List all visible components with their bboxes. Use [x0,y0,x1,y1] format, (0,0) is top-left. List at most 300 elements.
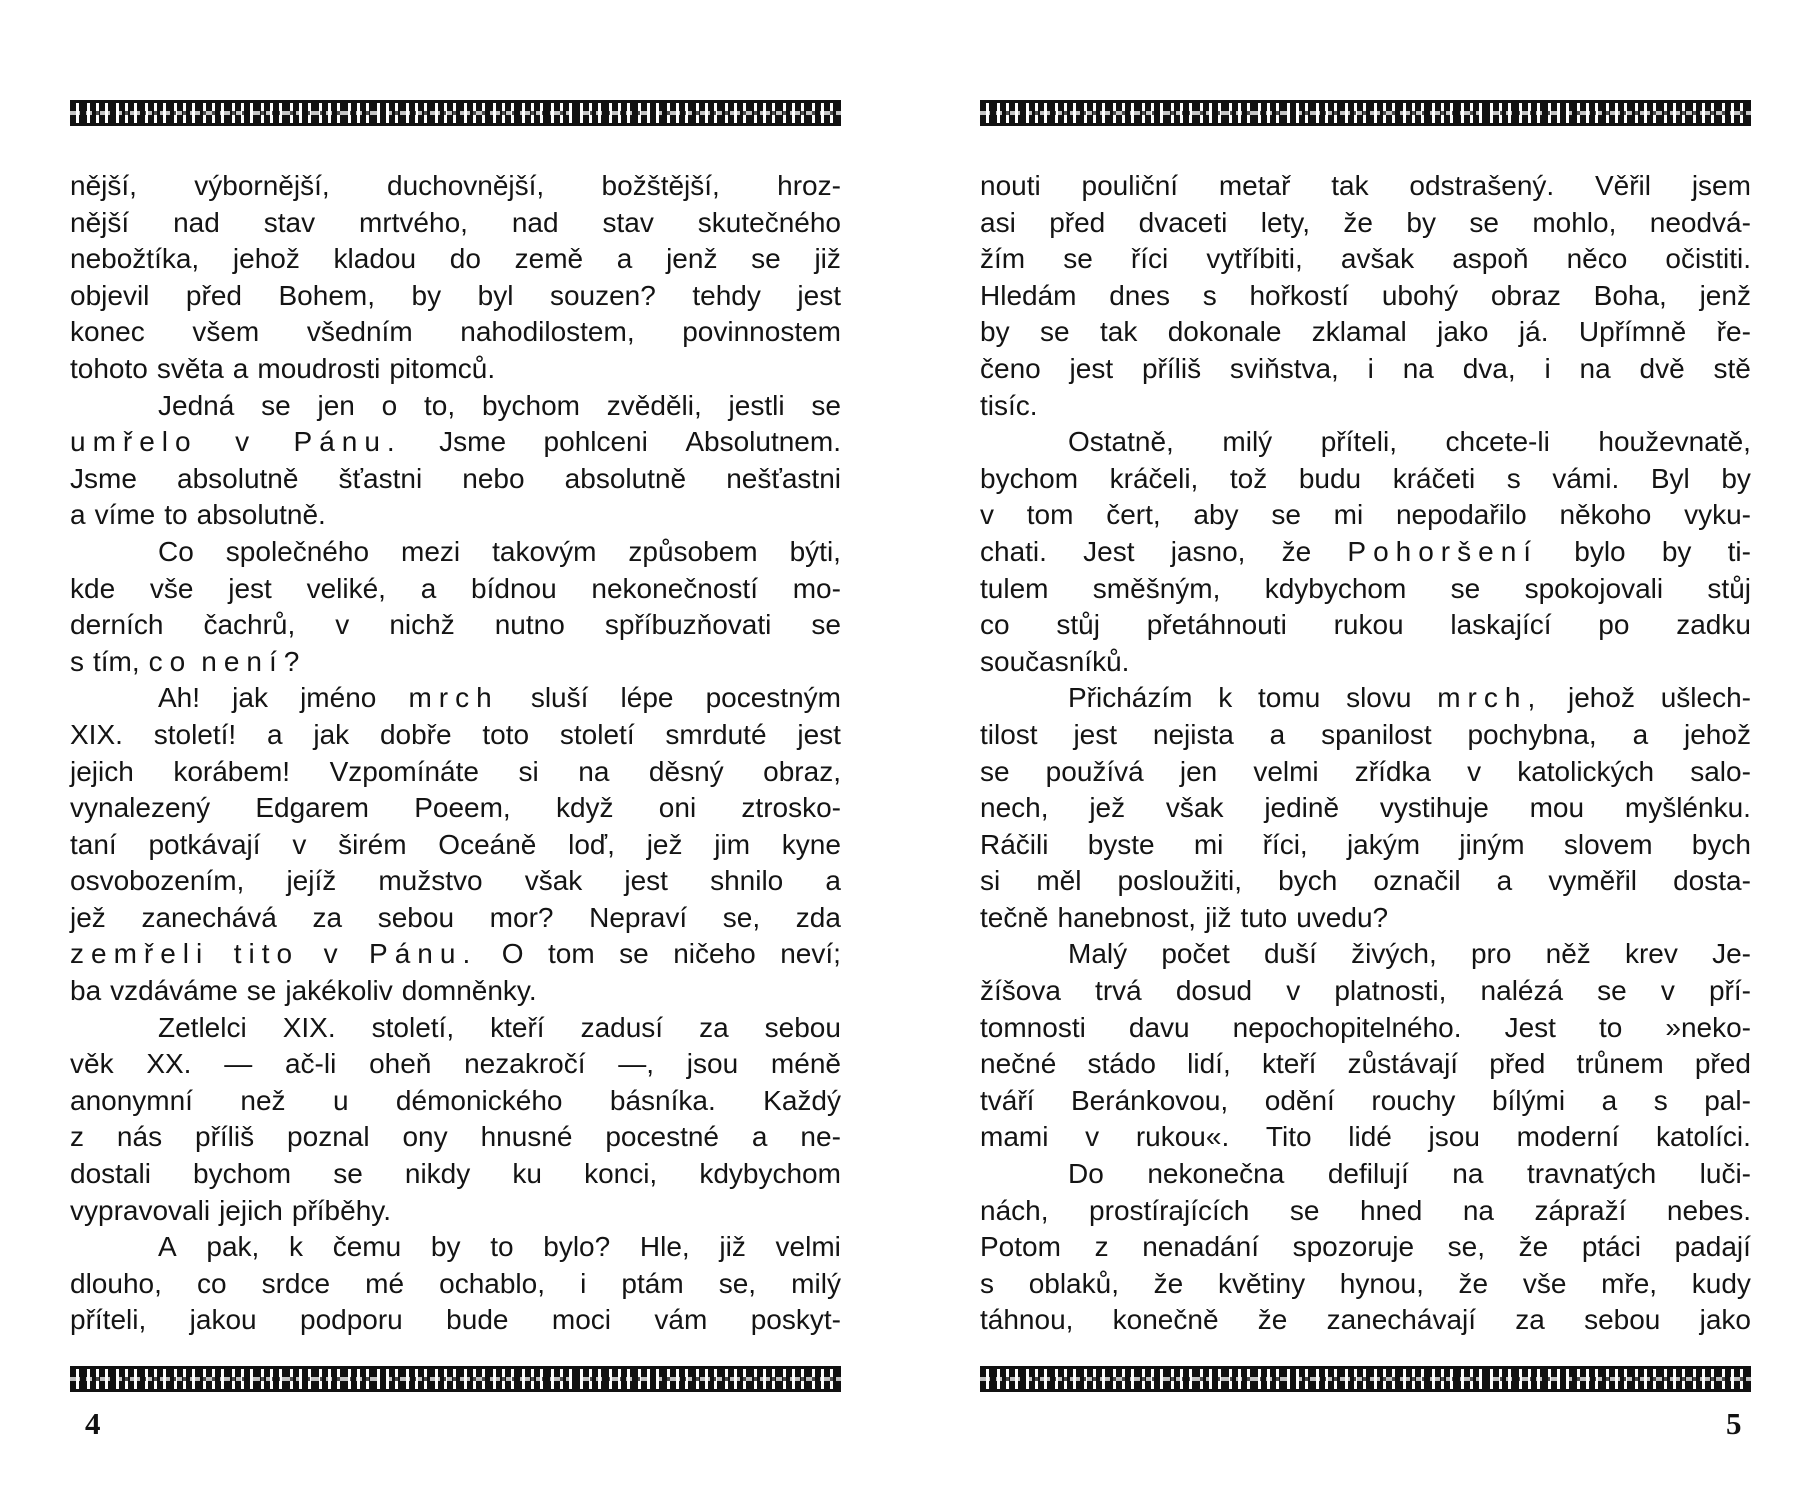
word: i [1544,352,1551,384]
text-line [70,497,841,534]
word: tak [1099,316,1138,348]
text-line [70,827,841,864]
word: příteli, [1320,426,1397,458]
text-line [980,205,1751,242]
word: s [980,1267,994,1299]
word: způsobem [628,535,758,567]
word: nás [116,1121,163,1153]
word: jakou [189,1304,257,1336]
word: Beránkovou, [1071,1084,1229,1116]
word: nebožtíka, [70,243,200,275]
text-line [70,607,841,644]
word: příliš [1141,352,1202,384]
word: vytříbiti, [1206,243,1303,275]
word: na [1402,352,1434,384]
word: pal- [1704,1084,1751,1116]
word: se [1469,206,1499,238]
word: mrtvého, [359,206,468,238]
word: dobře [379,718,452,750]
word: sebou [1584,1304,1661,1336]
word: a [825,865,841,897]
word: trůnem [1576,1048,1664,1080]
word: jenž [1699,279,1751,311]
word: jako [1699,1304,1751,1336]
word: oheň [369,1048,432,1080]
word: pitomců. [389,352,496,384]
word: Pohoršení [1347,535,1539,567]
word: Každý [763,1084,841,1116]
word: Bohem, [278,279,375,311]
word: vše [1522,1267,1567,1299]
word: děsný [648,755,724,787]
word: přetáhnouti [1146,609,1287,641]
word: zda [795,901,841,933]
ornamental-border-bottom [980,1366,1751,1392]
word: shnilo [710,865,784,897]
word: kteří [490,1011,545,1043]
word: již [1205,901,1232,933]
word: kráčeti [1392,462,1476,494]
word: —, [618,1048,655,1080]
word: zadku [1676,609,1751,641]
word: chati. [980,535,1047,567]
word: nalézá [1480,975,1564,1007]
text-line [70,205,841,242]
word: nější [70,206,130,238]
text-line [980,424,1751,461]
word: loď, [568,828,615,860]
word: stůj [1056,609,1100,641]
text-line [70,278,841,315]
word: moci [551,1304,611,1336]
text-line [70,1156,841,1193]
word: víme [94,499,156,531]
word: něco [1566,243,1628,275]
text-line [70,168,841,205]
page-number: 4 [85,1406,101,1441]
word: říci, [1262,828,1308,860]
word: a [420,572,437,604]
text-line [980,754,1751,791]
word: Co [158,535,194,567]
word: již [814,243,841,275]
word: stav [602,206,654,238]
word: používá [1045,755,1144,787]
word: žím [980,243,1026,275]
text-line [70,1193,841,1230]
word: Oceáně [438,828,537,860]
word: srdce [261,1267,331,1299]
word: stav [263,206,316,238]
word: hnusné [480,1121,573,1153]
word: katolických [1517,755,1655,787]
word: se [1063,243,1093,275]
word: spozoruje [1292,1231,1415,1263]
word: dostali [70,1158,151,1190]
word: Absolutnem. [685,426,841,458]
word: nách, [980,1194,1049,1226]
word: říci [1130,243,1169,275]
word: Jest [1504,1011,1556,1043]
word: v [1660,975,1675,1007]
word: květiny [1217,1267,1306,1299]
word: takovým [492,535,597,567]
word: co [980,609,1010,641]
word: za [1515,1304,1545,1336]
text-line [70,461,841,498]
word: tehdy [692,279,761,311]
word: ač-li [284,1048,337,1080]
word: a [1496,865,1513,897]
word: nichž [389,609,455,641]
word: sebou [764,1011,841,1043]
word: ničeho [673,938,756,970]
word: jméno [300,682,377,714]
text-line [70,900,841,937]
word: dnes [1109,279,1170,311]
word: ptáci [1581,1231,1641,1263]
word: jak [232,682,268,714]
word: země [514,243,584,275]
word: by [1721,462,1751,494]
word: pochybna, [1467,718,1597,750]
word: nech, [980,792,1049,824]
word: Hle, [639,1231,690,1263]
word: pro [1470,938,1512,970]
word: na [1462,1194,1494,1226]
word: nahodilostem, [460,316,635,348]
word: s [1506,462,1521,494]
word: Pánu. [293,426,402,458]
word: jest [1073,718,1118,750]
word: že [1343,206,1373,238]
word: pak, [206,1231,260,1263]
word: lépe [620,682,674,714]
word: by [1661,535,1692,567]
word: nenadání [1142,1231,1259,1263]
word: nad [173,206,220,238]
word: zanechávají [1326,1304,1477,1336]
word: k [1218,682,1233,714]
word: světa [156,352,224,384]
word: ptám [621,1267,684,1299]
word: jest [624,865,668,897]
text-line [70,1119,841,1156]
right-page [907,0,1814,1500]
word: tak [1331,170,1369,201]
word: kráčeli, [1109,462,1199,494]
word: nebo [462,462,525,494]
word: věk [70,1048,114,1080]
word: jsou [1428,1121,1480,1153]
word: méně [770,1048,841,1080]
word: slovu [1346,682,1412,714]
word: Vzpomínáte [329,755,479,787]
word: Hledám [980,279,1077,311]
word: tulem [980,572,1049,604]
word: všem [192,316,260,348]
word: by [411,279,442,311]
word: neodvá- [1649,206,1751,238]
word: toto [482,718,530,750]
word: vynalezený [70,792,211,824]
word: absolutně. [196,499,326,531]
word: sluší [530,682,589,714]
word: platnosti, [1334,975,1447,1007]
word: spanilost [1321,718,1432,750]
word: bílými [1491,1084,1566,1116]
text-line [70,1229,841,1266]
word: stůj [1707,572,1751,604]
word: století [559,718,635,750]
word: defilují [1327,1158,1409,1190]
word: nutno [494,609,565,641]
word: kyne [781,828,841,860]
word: v [335,609,350,641]
page-text [980,168,1751,1339]
word: za [312,901,343,933]
word: by [1406,206,1436,238]
word: kde [70,572,116,604]
word: si [518,755,539,787]
word: souzen? [549,279,656,311]
word: tomnosti [980,1011,1086,1043]
word: já. [1518,316,1549,348]
word: obraz, [763,755,841,787]
word: lidí, [1187,1048,1231,1080]
text-line [70,1083,841,1120]
word: O [501,938,524,970]
word: velmi [1253,755,1319,787]
word: zřídka [1354,755,1431,787]
word: vystihuje [1379,792,1489,824]
word: nebes. [1666,1194,1751,1226]
word: se [980,755,1010,787]
word: by [430,1231,461,1263]
word: Do [1068,1158,1104,1190]
word: u [332,1084,349,1116]
word: duchovnější, [387,170,545,201]
word: žíšova [980,975,1061,1007]
word: tisíc. [980,389,1038,421]
word: tečně [980,901,1049,933]
page-number: 5 [1726,1406,1742,1441]
text-line [70,1302,841,1339]
word: jestli [728,389,785,421]
word: není? [201,645,307,677]
word: se [261,389,291,421]
word: mou [1529,792,1585,824]
word: jasno, [1170,535,1246,567]
word: oni [658,792,697,824]
word: než [240,1084,286,1116]
text-line [980,1010,1751,1047]
word: duší [1264,938,1317,970]
word: stádo [1087,1048,1156,1080]
word: XIX. [282,1011,336,1043]
word: Edgarem [255,792,369,824]
word: oblaků, [1028,1267,1119,1299]
word: to [1598,1011,1623,1043]
word: travnatých [1526,1158,1657,1190]
word: laskající [1450,609,1552,641]
word: aby [1193,499,1239,531]
word: konci, [584,1158,658,1190]
text-line [980,936,1751,973]
word: v [980,499,994,531]
word: ztrosko- [741,792,841,824]
word: nečné [980,1048,1057,1080]
word: když [555,792,614,824]
text-line [980,900,1751,937]
word: lety, [1260,206,1311,238]
text-line [980,168,1751,205]
word: byl [477,279,514,311]
word: zanechává [141,901,277,933]
text-line [980,1046,1751,1083]
word: nepodařilo [1395,499,1527,531]
word: básníka. [609,1084,716,1116]
word: že [1281,535,1312,567]
word: z [1094,1231,1109,1263]
word: Ah! [158,682,201,714]
word: absolutně [564,462,687,494]
word: pří- [1708,975,1751,1007]
word: dvaceti [1138,206,1228,238]
word: kudy [1691,1267,1751,1299]
word: příliš [195,1121,255,1153]
text-line [980,497,1751,534]
word: však [1165,792,1224,824]
word: nouti [980,170,1041,201]
word: s [1202,279,1217,311]
word: jenž [666,243,718,275]
word: jejíž [286,865,337,897]
word: nepochopitelného. [1232,1011,1462,1043]
word: salo- [1690,755,1751,787]
word: jež [70,901,106,933]
word: spříbuzňovati [604,609,772,641]
word: jehož [1684,718,1751,750]
word: mé [365,1267,405,1299]
word: po [1598,609,1630,641]
word: Ráčili [980,828,1049,860]
word: zklamal [1311,316,1407,348]
word: se [246,975,277,1007]
word: XIX. [70,718,123,750]
word: tom [547,938,595,970]
word: povinnostem [682,316,841,348]
word: se [811,609,841,641]
text-line [70,1266,841,1303]
word: čachrů, [203,609,296,641]
word: aspoň [1452,243,1529,275]
word: mi [1193,828,1224,860]
word: absolutně [177,462,299,494]
word: houževnatě, [1598,426,1751,458]
word: tohoto [70,352,148,384]
word: davu [1128,1011,1190,1043]
word: a [1269,718,1286,750]
word: se [1271,499,1301,531]
text-line [980,1156,1751,1193]
word: Je- [1712,938,1751,970]
word: v [292,828,307,860]
word: padají [1674,1231,1751,1263]
word: poskyt- [750,1304,841,1336]
word: myšlénku. [1624,792,1751,824]
word: i [580,1267,587,1299]
word: na [1579,352,1611,384]
word: na [1452,1158,1484,1190]
word: ubohý [1381,279,1459,311]
word: jiným [1459,828,1525,860]
word: jest [228,572,272,604]
text-line [980,351,1751,388]
word: k [289,1231,304,1263]
word: Jedná [158,389,235,421]
word: kdybychom [699,1158,841,1190]
word: a [1601,1084,1618,1116]
word: trvá [1095,975,1142,1007]
word: se, [1447,1231,1485,1263]
word: a [616,243,633,275]
word: však [524,865,583,897]
word: byste [1087,828,1155,860]
word: smrduté [665,718,767,750]
word: vše [149,572,194,604]
word: podporu [300,1304,403,1336]
word: Přicházím [1068,682,1193,714]
text-line [70,644,841,681]
word: Jsme [439,426,507,458]
word: ti- [1727,535,1751,567]
word: že [1153,1267,1184,1299]
word: umřelo [70,426,198,458]
word: se [1450,572,1481,604]
word: Zetlelci [158,1011,247,1043]
word: se [619,938,649,970]
word: božštější, [601,170,720,201]
word: A [158,1231,177,1263]
word: hroz- [777,170,841,201]
text-line [70,936,841,973]
word: mezi [401,535,461,567]
word: rouchy [1371,1084,1456,1116]
word: ne- [800,1121,841,1153]
word: Byl [1650,462,1690,494]
word: jak [313,718,350,750]
word: konečně [1112,1304,1219,1336]
word: jež [1089,792,1126,824]
word: nezakročí [464,1048,586,1080]
word: ře- [1716,316,1751,348]
word: mrch, [1437,682,1543,714]
word: bylo? [543,1231,611,1263]
word: v [235,426,257,458]
word: jehož [1568,682,1635,714]
word: jsem [1691,170,1751,201]
word: co [148,645,193,677]
word: kteří [1261,1048,1317,1080]
word: tomu [1258,682,1321,714]
word: čert, [1106,499,1161,531]
word: by [980,316,1010,348]
word: dva, [1462,352,1516,384]
word: milý [1222,426,1273,458]
word: Upřímně [1578,316,1687,348]
word: všedním [306,316,413,348]
